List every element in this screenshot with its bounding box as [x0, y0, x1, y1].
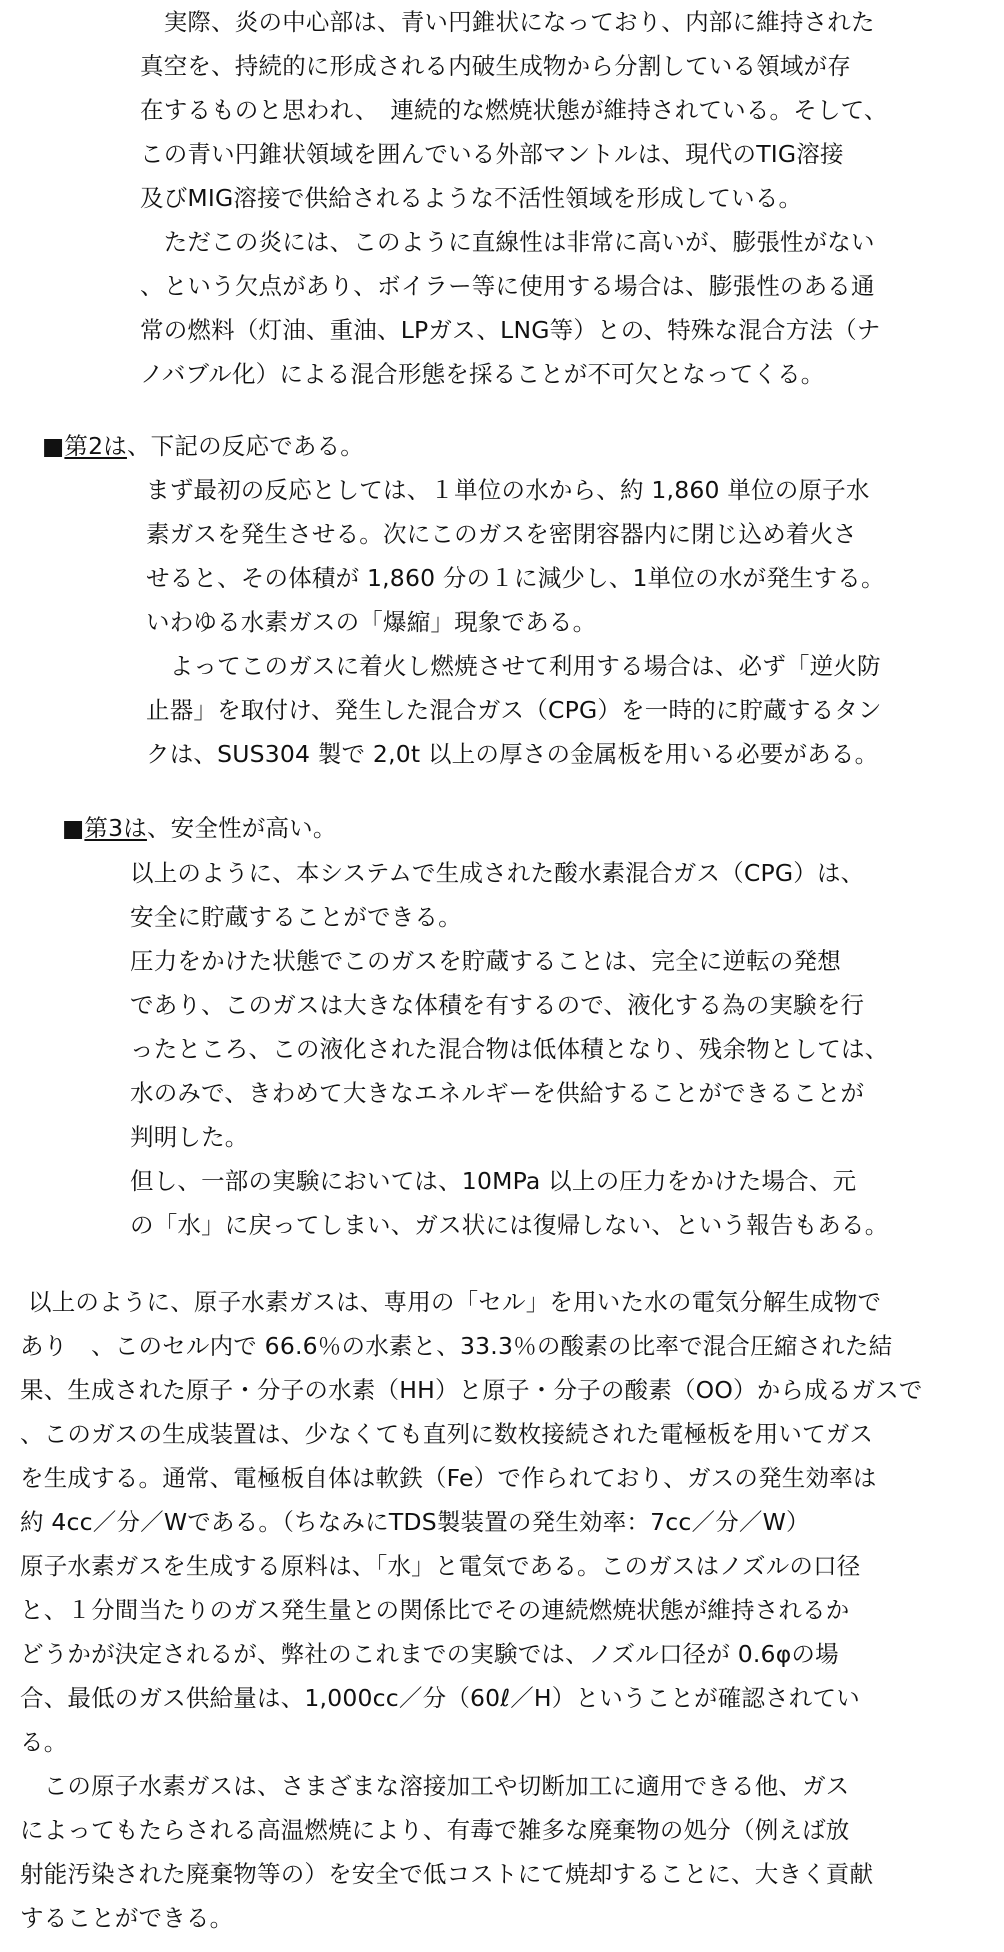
- paragraph-line: クは、SUS304 製で 2,0t 以上の厚さの金属板を用いる必要がある。: [146, 740, 879, 768]
- paragraph-line: 、このガスの生成装置は、少なくても直列に数枚接続された電極板を用いてガス: [20, 1420, 874, 1448]
- bullet-icon: ■: [62, 814, 85, 842]
- paragraph-line: 止器」を取付け、発生した混合ガス（CPG）を一時的に貯蔵するタン: [146, 696, 882, 724]
- paragraph-line: せると、その体積が 1,860 分の１に減少し、1単位の水が発生する。: [146, 564, 885, 592]
- paragraph-line: することができる。: [20, 1904, 234, 1932]
- section-3-label: 第3は: [84, 814, 147, 842]
- paragraph-line: 以上のように、原子水素ガスは、専用の「セル」を用いた水の電気分解生成物で: [28, 1288, 882, 1316]
- section-2-label: 第2は: [64, 432, 127, 460]
- paragraph-line: 素ガスを発生させる。次にこのガスを密閉容器内に閉じ込め着火さ: [146, 520, 857, 548]
- paragraph-line: ったところ、この液化された混合物は低体積となり、残余物としては、: [130, 1035, 889, 1063]
- section-3-heading-text: 、安全性が高い。: [146, 814, 337, 842]
- paragraph-line: 実際、炎の中心部は、青い円錐状になっており、内部に維持された: [140, 8, 875, 36]
- paragraph-line: 及びMIG溶接で供給されるような不活性領域を形成している。: [140, 184, 803, 212]
- paragraph-line: 常の燃料（灯油、重油、LPガス、LNG等）との、特殊な混合方法（ナ: [140, 316, 881, 344]
- paragraph-line: 在するものと思われ、 連続的な燃焼状態が維持されている。そして、: [140, 96, 888, 124]
- paragraph-line: どうかが決定されるが、弊社のこれまでの実験では、ノズル口径が 0.6φの場: [20, 1640, 839, 1668]
- paragraph-line: あり 、このセル内で 66.6％の水素と、33.3％の酸素の比率で混合圧縮された結: [20, 1332, 893, 1360]
- paragraph-line: 但し、一部の実験においては、10MPa 以上の圧力をかけた場合、元: [130, 1167, 857, 1195]
- paragraph-line: 圧力をかけた状態でこのガスを貯蔵することは、完全に逆転の発想: [130, 947, 841, 975]
- paragraph-line: 以上のように、本システムで生成された酸水素混合ガス（CPG）は、: [130, 859, 865, 887]
- bullet-icon: ■: [42, 432, 65, 460]
- paragraph-line: ただこの炎には、このように直線性は非常に高いが、膨張性がない: [140, 228, 875, 256]
- paragraph-line: いわゆる水素ガスの「爆縮」現象である。: [146, 608, 597, 636]
- paragraph-line: 判明した。: [130, 1123, 249, 1151]
- paragraph-line: よってこのガスに着火し燃焼させて利用する場合は、必ず「逆火防: [146, 652, 881, 680]
- paragraph-line: 約 4cc／分／Wである。（ちなみにTDS製装置の発生効率：7cc／分／W）: [20, 1508, 810, 1536]
- paragraph-line: この原子水素ガスは、さまざまな溶接加工や切断加工に適用できる他、ガス: [20, 1772, 850, 1800]
- section-2-heading: [42, 424, 364, 468]
- paragraph-line: によってもたらされる高温燃焼により、有毒で雑多な廃棄物の処分（例えば放: [20, 1816, 850, 1844]
- paragraph-line: 水のみで、きわめて大きなエネルギーを供給することができることが: [130, 1079, 865, 1107]
- paragraph-line: を生成する。通常、電極板自体は軟鉄（Fe）で作られており、ガスの発生効率は: [20, 1464, 877, 1492]
- paragraph-line: 合、最低のガス供給量は、1,000cc／分（60ℓ／H）ということが確認されてい: [20, 1684, 860, 1712]
- section-2-heading-text: 、下記の反応である。: [126, 432, 364, 460]
- paragraph-line: 果、生成された原子・分子の水素（HH）と原子・分子の酸素（OO）から成るガスで: [20, 1376, 923, 1404]
- paragraph-line: の「水」に戻ってしまい、ガス状には復帰しない、という報告もある。: [130, 1211, 889, 1239]
- paragraph-line: と、１分間当たりのガス発生量との関係比でその連続燃焼状態が維持されるか: [20, 1596, 850, 1624]
- paragraph-line: 真空を、持続的に形成される内破生成物から分割している領域が存: [140, 52, 851, 80]
- paragraph-line: この青い円錐状領域を囲んでいる外部マントルは、現代のTIG溶接: [140, 140, 844, 168]
- paragraph-line: 、という欠点があり、ボイラー等に使用する場合は、膨張性のある通: [140, 272, 875, 300]
- paragraph-line: 射能汚染された廃棄物等の）を安全で低コストにて焼却することに、大きく貢献: [20, 1860, 874, 1888]
- section-3-heading: [62, 806, 337, 850]
- paragraph-line: であり、このガスは大きな体積を有するので、液化する為の実験を行: [130, 991, 865, 1019]
- paragraph-line: る。: [20, 1728, 68, 1756]
- paragraph-line: 原子水素ガスを生成する原料は、「水」と電気である。このガスはノズルの口径: [20, 1552, 861, 1580]
- paragraph-line: まず最初の反応としては、１単位の水から、約 1,860 単位の原子水: [146, 476, 870, 504]
- paragraph-line: 安全に貯蔵することができる。: [130, 903, 462, 931]
- paragraph-line: ノバブル化）による混合形態を採ることが不可欠となってくる。: [140, 360, 825, 388]
